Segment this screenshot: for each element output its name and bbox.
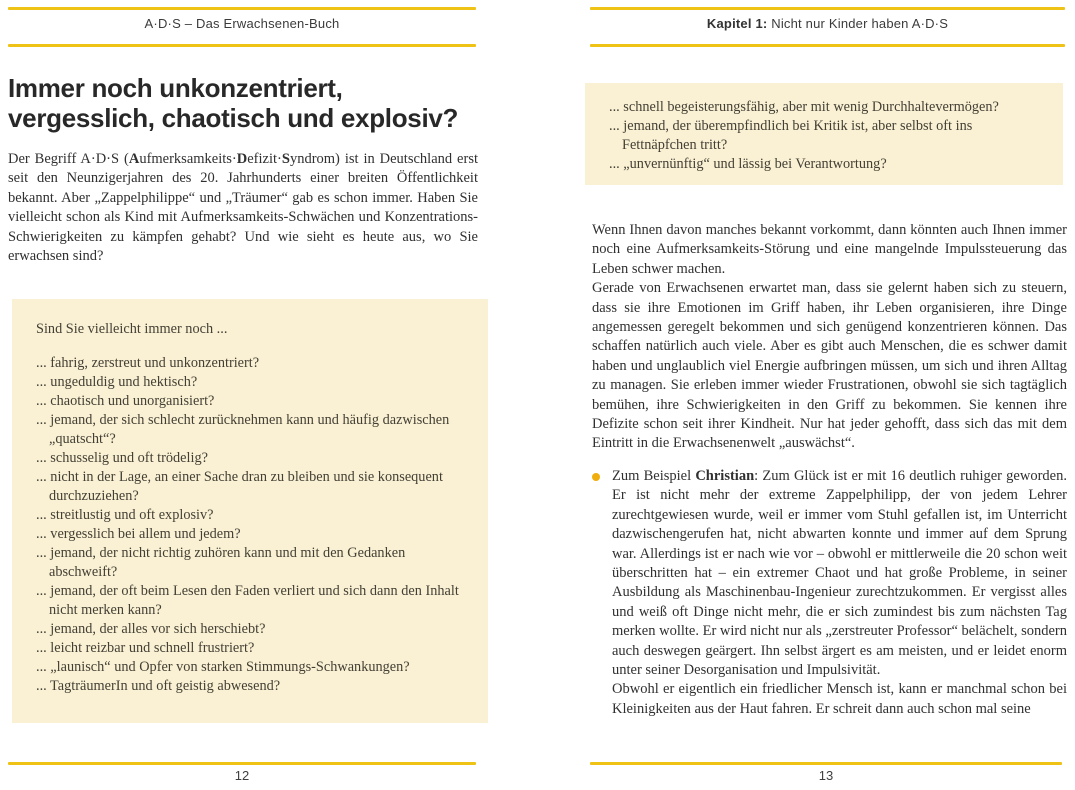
question-box-right [585, 83, 1063, 185]
question-item: ... jemand, der alles vor sich herschiebt? [36, 621, 266, 637]
question-item: ... jemand, der oft beim Lesen den Faden verliert und sich dann den Inhalt nicht merken kann? [36, 583, 459, 618]
intro-bold-d: D [236, 151, 248, 167]
header-rule-top [590, 7, 1065, 10]
question-item: ... vergesslich bei allem und jedem? [36, 526, 241, 542]
question-item: ... „launisch“ und Opfer von starken Stimmungs-Schwankungen? [36, 659, 410, 675]
running-header-right [590, 16, 1065, 31]
example-person-name: Christian [695, 468, 755, 484]
example-paragraph-2: Obwohl er eigentlich ein friedlicher Mensch ist, kann er manchmal schon bei Kleinigkeiten aus der Haut fahren. Er schreit dann auch schon mal seine [612, 681, 1067, 717]
running-header-left [8, 16, 476, 31]
intro-bold-a: A [128, 151, 140, 167]
page-number-right: 13 [818, 768, 834, 783]
question-item: ... fahrig, zerstreut und unkonzentriert? [36, 355, 260, 371]
footer-rule-right [590, 762, 1062, 765]
question-item: ... TagträumerIn und oft geistig abwesend? [36, 678, 281, 694]
chapter-label: Kapitel 1: [706, 16, 768, 31]
right-page [587, 0, 1067, 790]
question-item: ... streitlustig und oft explosiv? [36, 507, 214, 523]
intro-bold-s: S [281, 151, 290, 167]
example-bullet-block [592, 467, 1067, 719]
question-item: ... ungeduldig und hektisch? [36, 374, 198, 390]
footer-rule-left [8, 762, 476, 765]
question-box-lead: Sind Sie vielleicht immer noch ... [36, 321, 228, 337]
question-item: ... „unvernünftig“ und lässig bei Verantwortung? [609, 156, 887, 172]
question-item: ... nicht in der Lage, an einer Sache dran zu bleiben und sie konsequent durchzuziehen? [36, 469, 443, 504]
question-item: ... jemand, der nicht richtig zuhören kann und mit den Gedanken abschweift? [36, 545, 406, 580]
chapter-name: Nicht nur Kinder haben A·D·S [767, 16, 949, 31]
example-text: Zum Beispiel Christian: Zum Glück ist er mit 16 deutlich ruhiger geworden. Er ist nicht mehr der extreme Zappelphilipp, der von jedem Lehrer zurechtgewiesen wurde, weil er immer vom Stuhl gefallen ist, im Unterricht dazwischengerufen hat, nicht abwarten konnte und immer auf dem Sprung war. Allerdings ist er nach wie vor – obwohl er mittlerweile die 20 schon weit überschritten hat – ein extremer Chaot und hat große Probleme, in seiner Ausbildung als Maschinenbau-Ingenieur zurechtzukommen. Er vergisst alles und weiß oft Dinge nicht mehr, die er sich zumindest bis zum nächsten Tag merken wollte. Er wird nicht nur als „zerstreuter Professor“ belächelt, sondern auch deswegen geärgert. Ihn selbst ärgert es am meisten, und er leidet enorm unter seiner Desorganisation und Impulsivität. Obwohl er eigentlich ein friedlicher Mensch ist, kann er manchmal schon bei Kleinigkeiten aus der Haut fahren. Er schreit dann auch schon mal seine [612, 467, 1067, 719]
section-title-line2: vergesslich, chaotisch und explosiv? [8, 103, 459, 133]
running-header-left-text: A·D·S – Das Erwachsenen-Buch [144, 16, 340, 31]
question-item: ... jemand, der überempfindlich bei Kritik ist, aber selbst oft ins Fettnäpfchen tritt? [609, 118, 973, 153]
question-list-left [36, 354, 462, 696]
header-rule-top [8, 7, 476, 10]
header-rule-bottom [8, 44, 476, 47]
question-item: ... schnell begeisterungsfähig, aber mit wenig Durchhaltevermögen? [609, 99, 999, 115]
page-number-left: 12 [234, 768, 250, 783]
question-item: ... leicht reizbar und schnell frustriert? [36, 640, 255, 656]
left-page [8, 0, 490, 790]
section-title [8, 73, 490, 133]
question-item: ... chaotisch und unorganisiert? [36, 393, 215, 409]
main-text [592, 221, 1067, 454]
question-box-left [12, 299, 488, 723]
section-title-line1: Immer noch unkonzentriert, [8, 73, 343, 103]
paragraph-1: Wenn Ihnen davon manches bekannt vorkommt, dann könnten auch Ihnen immer noch eine Aufmerksamkeits-Störung und eine mangelnde Impulssteuerung das Leben schwer machen. [592, 222, 1067, 277]
paragraph-2: Gerade von Erwachsenen erwartet man, dass sie gelernt haben sich zu steuern, dass sie ihre Emotionen im Griff haben, ihr Leben organisieren, ihre Dinge angemessen geregelt bekommen und sich genügend konzentrieren können. Das schaffen natürlich auch viele. Aber es gibt auch Menschen, die es schwer damit haben und unglaublich viel Energie aufbringen müssen, um sich und ihren Alltag zu managen. Sie erleben immer wieder Frustrationen, obwohl sie sich tagtäglich bemühen, ihre Schwierigkeiten in den Griff zu bekommen. Sie kennen ihre Defizite schon seit ihrer Kindheit. Nur hat jeder gehofft, dass sich das mit dem Eintritt in die Erwachsenenwelt „auswächst“. [592, 280, 1067, 452]
header-rule-bottom [590, 44, 1065, 47]
bullet-dot-icon [592, 473, 600, 481]
intro-paragraph: Der Begriff A·D·S (Aufmerksamkeits·Defizit·Syndrom) ist in Deutschland erst seit den Neunzigerjahren des 20. Jahrhunderts einer breiten Öffentlichkeit bekannt. Aber „Zappelphilippe“ und „Träumer“ gab es schon immer. Haben Sie vielleicht schon als Kind mit Aufmerksamkeits-Schwächen und Konzentrations-Schwierigkeiten zu kämpfen gehabt? Und wie sieht es heute aus, wo Sie erwachsen sind? [8, 151, 478, 265]
question-item: ... jemand, der sich schlecht zurücknehmen kann und häufig dazwischen „quatscht“? [36, 412, 450, 447]
question-item: ... schusselig und oft trödelig? [36, 450, 208, 466]
intro-text: Der Begriff A·D·S ( [8, 151, 129, 167]
question-list-right [609, 98, 1037, 174]
